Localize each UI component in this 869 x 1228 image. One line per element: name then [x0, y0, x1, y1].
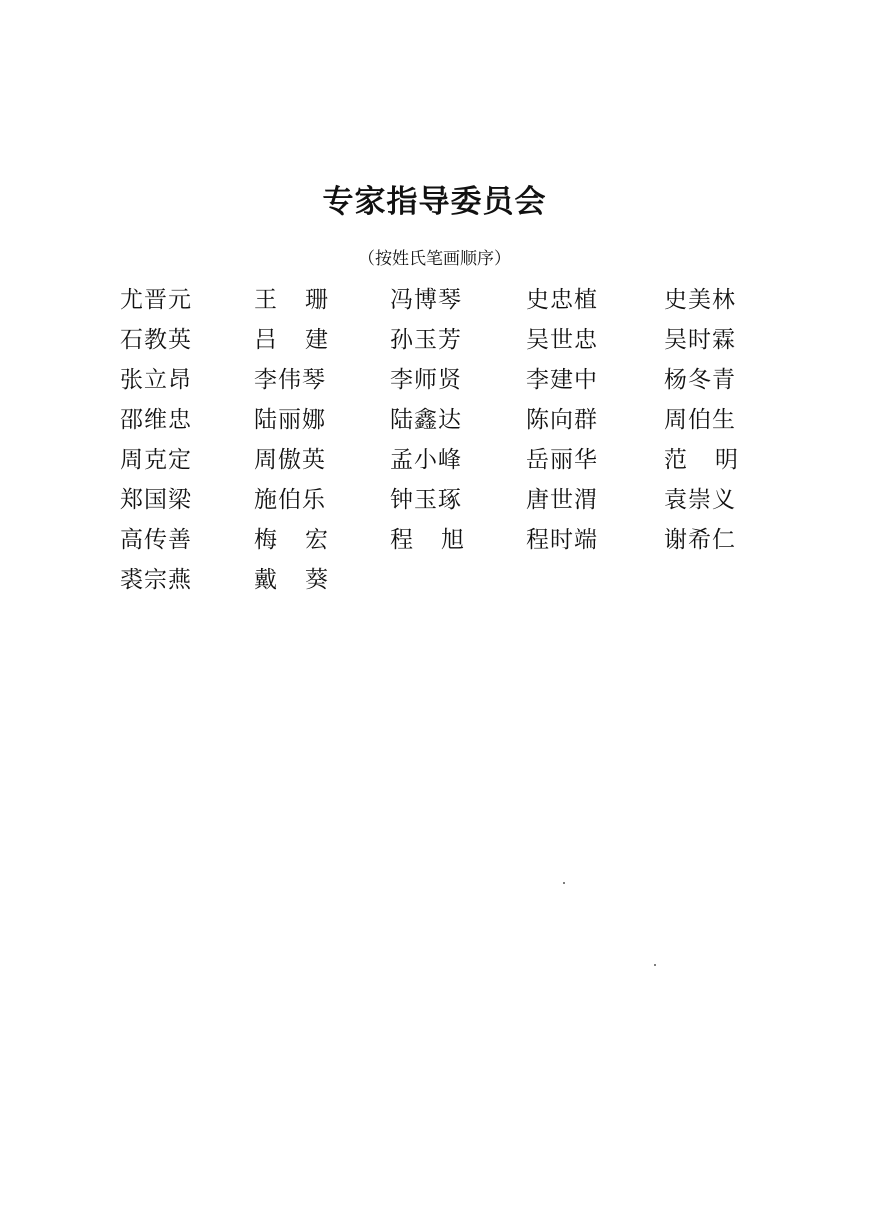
member-name: 尤晋元 — [120, 287, 192, 313]
page-subtitle: （按姓氏笔画顺序） — [358, 249, 511, 269]
member-name: 谢希仁 — [664, 527, 736, 553]
member-name: 石教英 — [120, 327, 192, 353]
member-name: 钟玉琢 — [390, 487, 462, 513]
member-name: 陆鑫达 — [390, 407, 462, 433]
member-name: 吴时霖 — [664, 327, 736, 353]
member-name: 李伟琴 — [254, 367, 326, 393]
member-name: 邵维忠 — [120, 407, 192, 433]
member-name: 王 珊 — [254, 287, 329, 313]
member-name: 陆丽娜 — [254, 407, 326, 433]
member-name: 袁崇义 — [664, 487, 736, 513]
member-name: 周伯生 — [664, 407, 736, 433]
member-name: 裘宗燕 — [120, 567, 192, 593]
member-name: 吕 建 — [254, 327, 329, 353]
member-name: 周傲英 — [254, 447, 326, 473]
member-name: 郑国梁 — [120, 487, 192, 513]
page-title: 专家指导委员会 — [322, 184, 547, 220]
scan-speck — [563, 882, 565, 884]
scan-speck — [654, 964, 656, 966]
member-name: 李师贤 — [390, 367, 462, 393]
member-name: 史美林 — [664, 287, 736, 313]
member-name: 李建中 — [526, 367, 598, 393]
member-name: 冯博琴 — [390, 287, 462, 313]
member-name: 杨冬青 — [664, 367, 736, 393]
member-name: 范 明 — [664, 447, 739, 473]
member-name: 梅 宏 — [254, 527, 329, 553]
member-name: 张立昂 — [120, 367, 192, 393]
member-name: 孙玉芳 — [390, 327, 462, 353]
member-name: 唐世渭 — [526, 487, 598, 513]
member-name: 施伯乐 — [254, 487, 326, 513]
member-name: 岳丽华 — [526, 447, 598, 473]
member-name: 吴世忠 — [526, 327, 598, 353]
member-name: 周克定 — [120, 447, 192, 473]
member-name: 戴 葵 — [254, 567, 329, 593]
member-name: 高传善 — [120, 527, 192, 553]
member-name: 史忠植 — [526, 287, 598, 313]
member-name: 程 旭 — [390, 527, 465, 553]
member-list — [120, 284, 760, 604]
member-name: 陈向群 — [526, 407, 598, 433]
member-name: 孟小峰 — [390, 447, 462, 473]
member-name: 程时端 — [526, 527, 598, 553]
